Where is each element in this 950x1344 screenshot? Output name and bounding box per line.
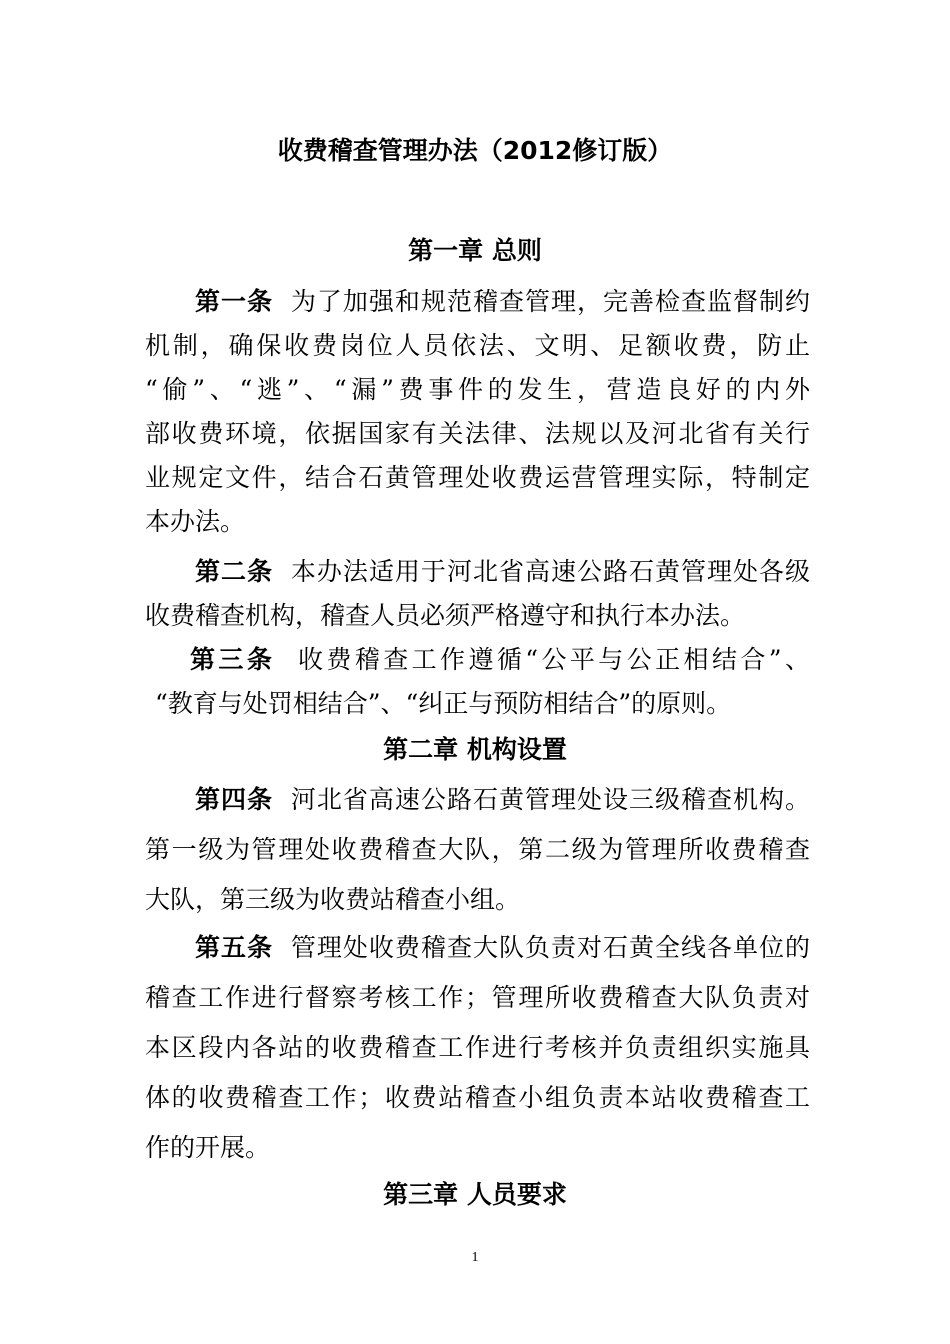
- chapter-2-heading: 第二章 机构设置: [383, 735, 567, 764]
- document-title: 收费稽查管理办法（2012修订版）: [277, 136, 673, 165]
- article-3-line-2: “教育与处罚相结合”、“纠正与预防相结合”的原则。: [155, 689, 732, 718]
- chapter-3-heading: 第三章 人员要求: [383, 1180, 567, 1209]
- article-5-line-3: 本区段内各站的收费稽查工作进行考核并负责组织实施具: [145, 1033, 810, 1062]
- page-number: 1: [471, 1250, 479, 1265]
- article-1-line-6: 本办法。: [145, 507, 246, 536]
- article-1-line-2: 机制，确保收费岗位人员依法、文明、足额收费，防止: [145, 331, 810, 360]
- article-4-line-2: 第一级为管理处收费稽查大队，第二级为管理所收费稽查: [145, 835, 810, 864]
- article-4: [145, 778, 810, 922]
- article-5-line-1: 第五条 管理处收费稽查大队负责对石黄全线各单位的: [195, 933, 810, 962]
- article-4-line-1: 第四条 河北省高速公路石黄管理处设三级稽查机构。: [195, 785, 810, 814]
- article-5-line-4: 体的收费稽查工作；收费站稽查小组负责本站收费稽查工: [145, 1083, 810, 1112]
- article-3: [145, 638, 810, 726]
- article-2-line-2: 收费稽查机构，稽查人员必须严格遵守和执行本办法。: [145, 601, 746, 630]
- article-3-line-1: 第三条 收费稽查工作遵循“公平与公正相结合”、: [190, 645, 810, 674]
- article-5: [145, 926, 810, 1170]
- article-4-label: 第四条: [195, 785, 274, 814]
- article-5-label: 第五条: [195, 933, 274, 962]
- article-2-label: 第二条: [195, 557, 274, 586]
- chapter-1-heading: 第一章 总则: [408, 236, 542, 265]
- article-4-line-3: 大队，第三级为收费站稽查小组。: [145, 885, 521, 914]
- article-1-line-1: 第一条 为了加强和规范稽查管理，完善检查监督制约: [195, 287, 810, 316]
- article-1: [145, 280, 810, 544]
- article-5-line-5: 作的开展。: [145, 1133, 271, 1162]
- article-3-label: 第三条: [190, 645, 276, 674]
- article-2-line-1: 第二条 本办法适用于河北省高速公路石黄管理处各级: [195, 557, 810, 586]
- article-2: [145, 550, 810, 638]
- article-1-line-4: 部收费环境，依据国家有关法律、法规以及河北省有关行: [145, 419, 810, 448]
- article-1-line-3: “偷”、“逃”、“漏”费事件的发生，营造良好的内外: [145, 375, 810, 404]
- article-5-line-2: 稽查工作进行督察考核工作；管理所收费稽查大队负责对: [145, 983, 810, 1012]
- article-1-line-5: 业规定文件，结合石黄管理处收费运营管理实际，特制定: [145, 463, 810, 492]
- article-1-label: 第一条: [195, 287, 274, 316]
